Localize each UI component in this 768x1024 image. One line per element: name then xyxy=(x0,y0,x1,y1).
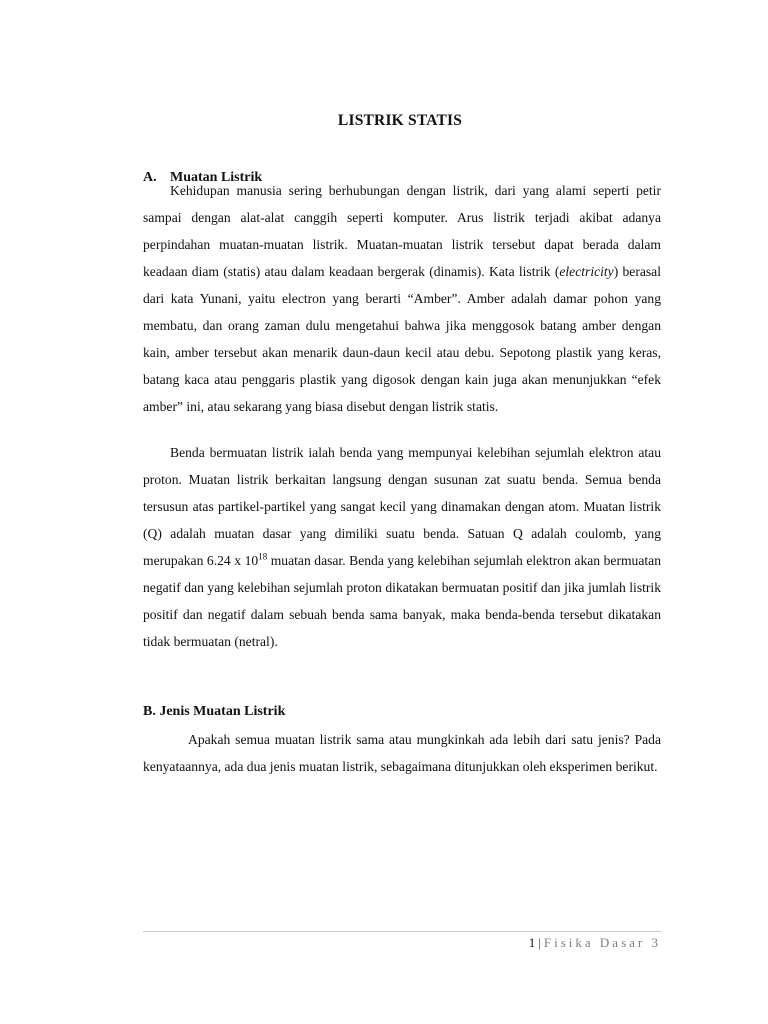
paragraph-1-italic-term: electricity xyxy=(559,264,614,279)
paragraph-2 xyxy=(143,439,661,655)
paragraph-1-text-b: ) berasal dari kata Yunani, yaitu electron yang berarti “Amber”. Amber adalah damar pohon yang membatu, dan orang zaman dulu mengetahui bahwa jika menggosok batang amber dengan kain, amber tersebut akan menarik daun-daun kecil atau debu. Sepotong plastik yang keras, batang kaca atau penggaris plastik yang digosok dengan kain juga akan menunjukkan “efek amber” ini, atau sekarang yang biasa disebut dengan listrik statis. xyxy=(143,264,661,414)
paragraph-2-text-b: muatan dasar. Benda yang kelebihan sejumlah elektron akan bermuatan negatif dan yang kelebihan sejumlah proton dikatakan bermuatan positif dan jika jumlah listrik positif dan negatif dalam sebuah benda sama banyak, maka benda-benda tersebut dikatakan tidak bermuatan (netral). xyxy=(143,553,661,649)
page-number: 1 xyxy=(528,935,536,950)
section-a-number: A. xyxy=(143,170,157,185)
document-title: LISTRIK STATIS xyxy=(337,112,463,129)
paragraph-2-exponent: 18 xyxy=(258,551,268,562)
paragraph-3: Apakah semua muatan listrik sama atau mungkinkah ada lebih dari satu jenis? Pada kenyataannya, ada dua jenis muatan listrik, sebagaimana ditunjukkan oleh eksperimen berikut. xyxy=(143,732,661,774)
footer-divider xyxy=(143,931,661,932)
paragraph-1 xyxy=(143,177,661,420)
footer-separator: | xyxy=(538,935,541,950)
page-footer xyxy=(529,935,661,951)
section-a-title: Muatan Listrik xyxy=(170,170,263,185)
paragraph-1-text-a: Kehidupan manusia sering berhubungan dengan listrik, dari yang alami seperti petir sampai dengan alat-alat canggih seperti komputer. Arus listrik terjadi akibat adanya perpindahan muatan-muatan listrik. Muatan-muatan listrik tersebut dapat berada dalam keadaan diam (statis) atau dalam keadaan bergerak (dinamis). Kata listrik ( xyxy=(143,183,661,279)
footer-document-name: Fisika Dasar 3 xyxy=(543,935,661,950)
section-b-heading: B. Jenis Muatan Listrik xyxy=(143,704,286,719)
paragraph-2-text-a: Benda bermuatan listrik ialah benda yang mempunyai kelebihan sejumlah elektron atau proton. Muatan listrik berkaitan langsung dengan susunan zat suatu benda. Semua benda tersusun atas partikel-partikel yang sangat kecil yang dinamakan dengan atom. Muatan listrik (Q) adalah muatan dasar yang dimiliki suatu benda. Satuan Q adalah coulomb, yang merupakan 6.24 x 10 xyxy=(143,445,661,568)
